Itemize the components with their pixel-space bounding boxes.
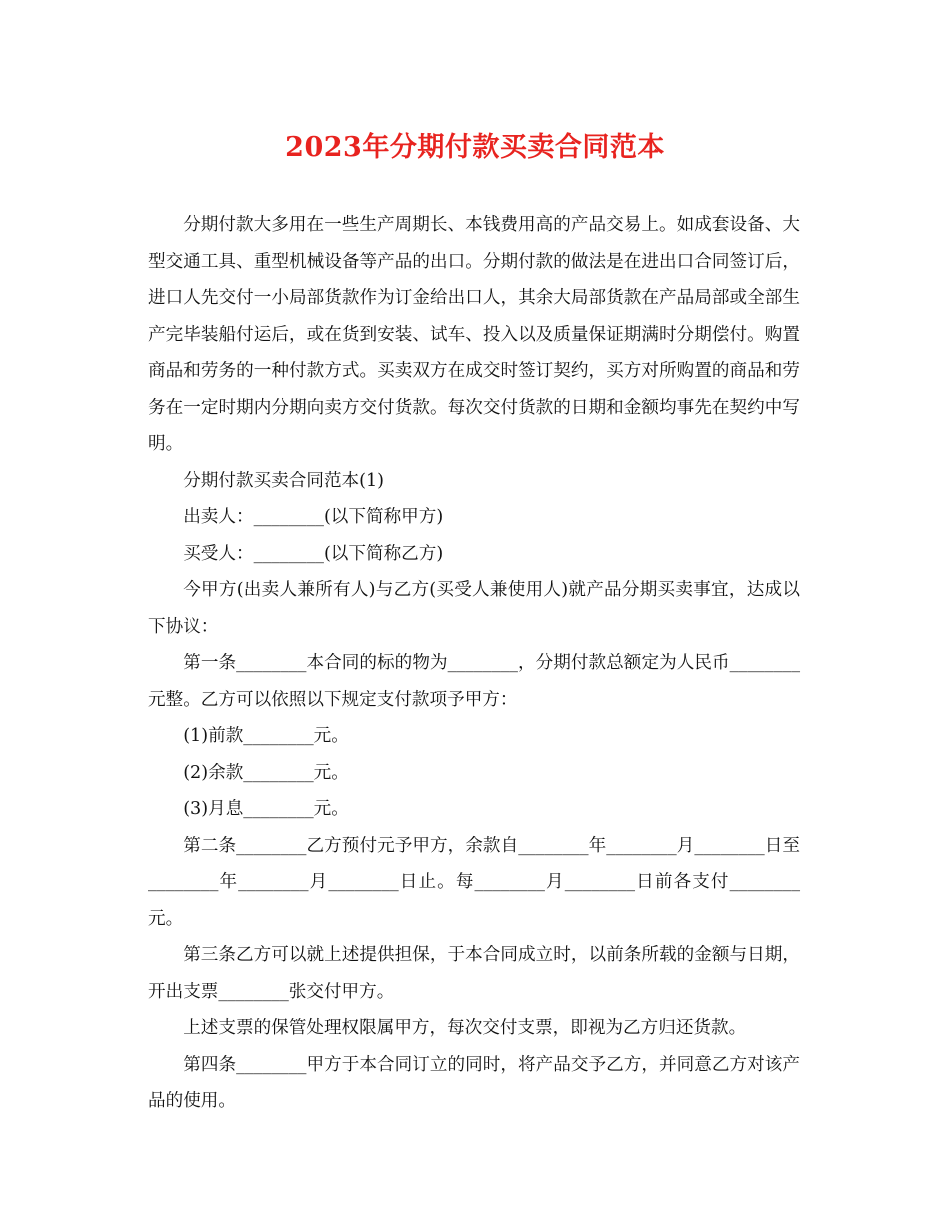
article-1-item-1: (1)前款________元。 — [183, 726, 349, 746]
seller-line: 出卖人：________(以下简称甲方) — [183, 507, 444, 527]
section-heading: 分期付款买卖合同范本(1) — [183, 470, 385, 491]
article-2: 第二条________乙方预付元予甲方，余款自________年________月________日至________年________月________日止。每________月________日前各支付________元。 — [148, 835, 800, 929]
intro-paragraph: 分期付款大多用在一些生产周期长、本钱费用高的产品交易上。如成套设备、大型交通工具、重型机械设备等产品的出口。分期付款的做法是在进出口合同签订后，进口人先交付一小局部货款作为订金给出口人，其余大局部货款在产品局部或全部生产完毕装船付运后，或在货到安装、试车、投入以及质量保证期满时分期偿付。购置商品和劳务的一种付款方式。买卖双方在成交时签订契约，买方对所购置的商品和劳务在一定时期内分期向卖方交付货款。每次交付货款的日期和金额均事先在契约中写明。 — [148, 215, 800, 454]
document-body — [148, 207, 800, 1120]
cheque-clause: 上述支票的保管处理权限属甲方，每次交付支票，即视为乙方归还货款。 — [183, 1018, 747, 1038]
article-4: 第四条________甲方于本合同订立的同时，将产品交予乙方，并同意乙方对该产品的使用。 — [148, 1054, 800, 1111]
article-1: 第一条________本合同的标的物为________，分期付款总额定为人民币________元整。乙方可以依照以下规定支付款项予甲方： — [148, 653, 800, 710]
article-1-item-2: (2)余款________元。 — [183, 762, 349, 783]
article-3: 第三条乙方可以就上述提供担保，于本合同成立时，以前条所载的金额与日期，开出支票________张交付甲方。 — [148, 945, 800, 1002]
article-1-item-3: (3)月息________元。 — [183, 799, 349, 819]
document-title: 2023年分期付款买卖合同范本 — [285, 132, 665, 163]
buyer-line: 买受人：________(以下简称乙方) — [183, 543, 444, 564]
agreement-preamble: 今甲方(出卖人兼所有人)与乙方(买受人兼使用人)就产品分期买卖事宜，达成以下协议： — [148, 580, 800, 637]
